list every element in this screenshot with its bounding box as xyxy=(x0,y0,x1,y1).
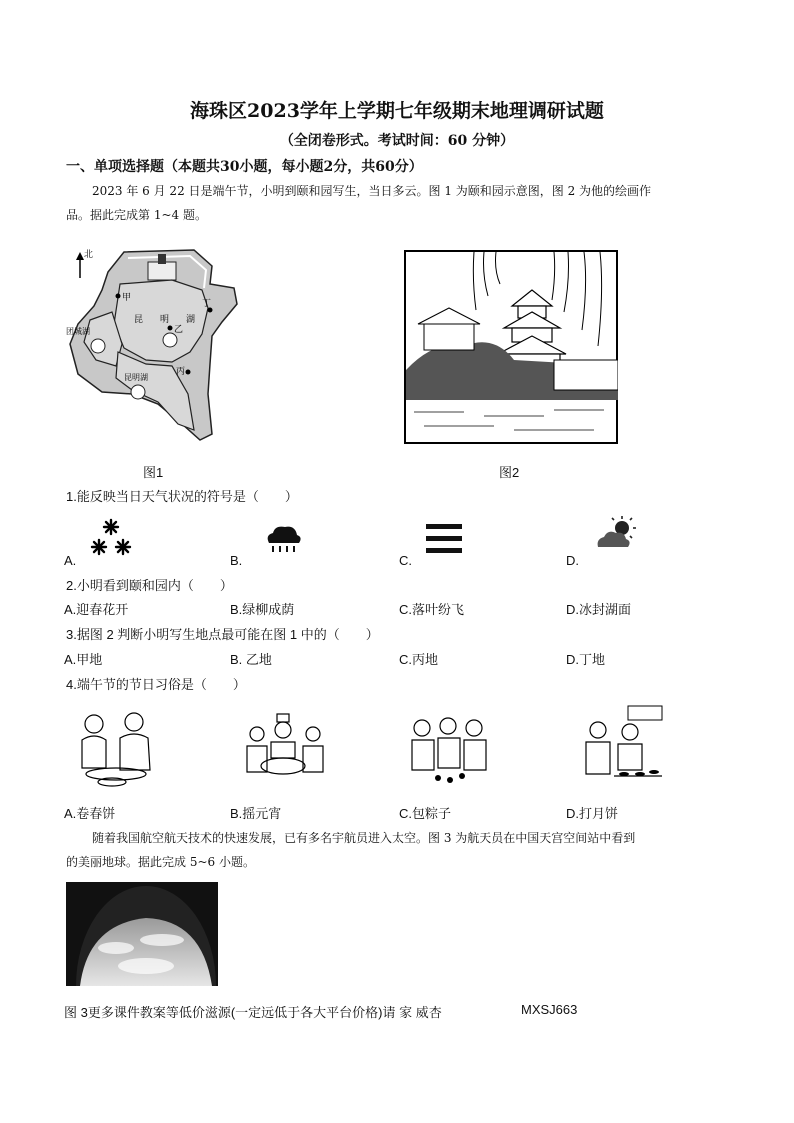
kunming-label-1: 昆 xyxy=(134,315,144,325)
pavilion xyxy=(424,322,474,350)
north-arrowhead-icon xyxy=(76,252,84,260)
question-2-stem: 2.小明看到颐和园内（ ） xyxy=(66,578,233,593)
zongzi-illustration xyxy=(408,712,492,788)
question-3-stem: 3.据图 2 判断小明写生地点最可能在图 1 中的（ ） xyxy=(66,627,379,642)
fog-symbol-icon xyxy=(426,522,462,556)
figure1-caption: 图1 xyxy=(143,465,164,480)
kunming-label-2: 明 xyxy=(160,315,170,325)
q1-option-c[interactable]: C. xyxy=(399,553,412,568)
question-1-stem: 1.能反映当日天气状况的符号是（ ） xyxy=(66,489,298,504)
island-3 xyxy=(131,385,145,399)
yuanxiao-illustration xyxy=(243,712,329,788)
q2-option-d[interactable]: D.冰封湖面 xyxy=(566,602,632,617)
sun-cloud-icon xyxy=(596,515,636,551)
point-jia: 甲 xyxy=(122,293,132,303)
q2-option-c[interactable]: C.落叶纷飞 xyxy=(399,602,465,617)
rain-cloud-icon xyxy=(263,525,303,555)
exam-subtitle: （全闭卷形式。考试时间：60 分钟） xyxy=(279,133,515,149)
section2-intro-line-1: 随着我国航空航天技术的快速发展，已有多名宇航员进入太空。图 3 为航天员在中国天宫空间站中看到 xyxy=(92,831,636,845)
point-yi: 乙 xyxy=(174,325,184,335)
section2-intro-line-2: 的美丽地球。据此完成 5~6 小题。 xyxy=(66,855,255,869)
intro-line-2: 品。据此完成第 1~4 题。 xyxy=(66,208,207,222)
section-heading: 一、单项选择题（本题共30小题，每小题2分，共60分） xyxy=(66,159,423,175)
q3-option-d[interactable]: D.丁地 xyxy=(566,652,606,667)
q4-option-b[interactable]: B.摇元宵 xyxy=(230,806,282,821)
mooncake-illustration xyxy=(574,704,664,788)
point-ding: 丁 xyxy=(202,299,212,309)
question-4-stem: 4.端午节的节日习俗是（ ） xyxy=(66,677,246,692)
figure3-caption: 图 3更多课件教案等低价滋源(一定远低于各大平台价格)请 家 威杏 xyxy=(64,1005,442,1020)
summer-palace-map xyxy=(62,244,242,450)
q3-option-a[interactable]: A.甲地 xyxy=(64,652,103,667)
q1-option-d[interactable]: D. xyxy=(566,553,579,568)
palace-sketch xyxy=(404,250,618,444)
earth-from-station-photo xyxy=(66,882,218,986)
q2-option-a[interactable]: A.迎春花开 xyxy=(64,602,129,617)
q4-option-d[interactable]: D.打月饼 xyxy=(566,806,619,821)
spring-pancake-illustration xyxy=(72,710,158,788)
q1-option-a[interactable]: A. xyxy=(64,553,77,568)
intro-line-1: 2023 年 6 月 22 日是端午节，小明到颐和园写生，当日多云。图 1 为颐和园示意图，图 2 为他的绘画作 xyxy=(92,184,652,198)
q3-option-c[interactable]: C.丙地 xyxy=(399,652,439,667)
island-2 xyxy=(163,333,177,347)
wall xyxy=(554,360,618,390)
island-1 xyxy=(91,339,105,353)
page-title: 海珠区2023学年上学期七年级期末地理调研试题 xyxy=(190,100,604,122)
snow-symbol-icon xyxy=(90,518,132,558)
watermark-code: MXSJ663 xyxy=(521,1002,578,1017)
tuancheng-label: 团城湖 xyxy=(66,327,90,336)
figure2-caption: 图2 xyxy=(499,465,520,480)
longevity-hill xyxy=(148,262,176,280)
kunming-small-label: 昆明湖 xyxy=(124,373,148,382)
q4-option-c[interactable]: C.包粽子 xyxy=(399,806,452,821)
q1-option-b[interactable]: B. xyxy=(230,553,243,568)
point-bing: 丙 xyxy=(176,367,186,377)
q3-option-b[interactable]: B. 乙地 xyxy=(230,652,272,667)
kunming-label-3: 湖 xyxy=(186,315,196,325)
q2-option-b[interactable]: B.绿柳成荫 xyxy=(230,602,295,617)
north-label: 北 xyxy=(84,250,94,260)
q4-option-a[interactable]: A.卷春饼 xyxy=(64,806,116,821)
